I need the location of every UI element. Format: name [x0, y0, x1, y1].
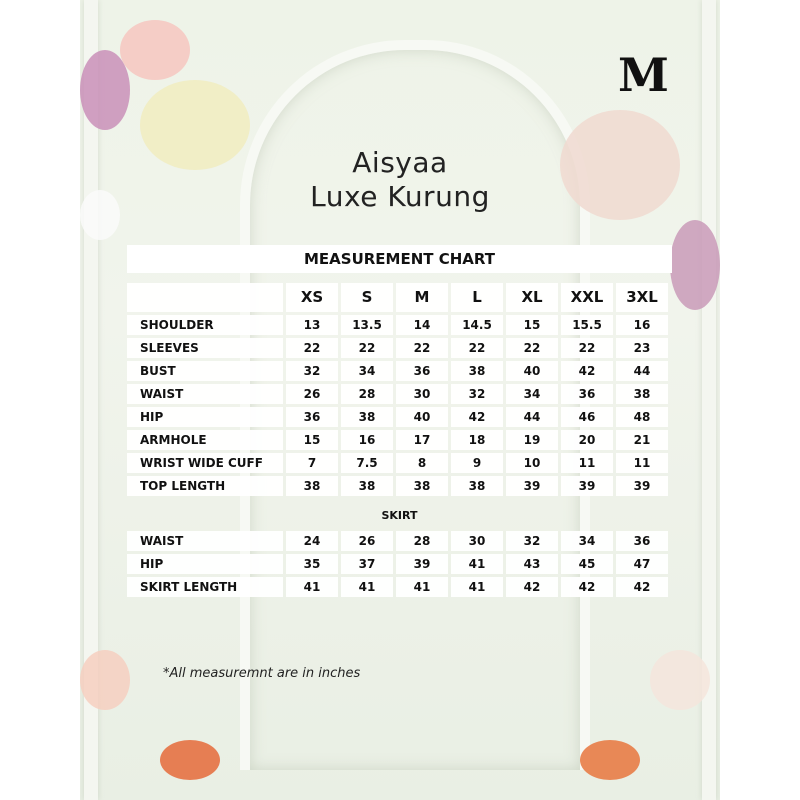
flower-decoration [80, 50, 130, 130]
product-title [280, 146, 520, 214]
flower-decoration [650, 650, 710, 710]
measurement-value: 38 [341, 476, 393, 496]
measurement-value: 22 [451, 338, 503, 358]
row-label: WRIST WIDE CUFF [127, 453, 283, 473]
measurement-value: 39 [506, 476, 558, 496]
chart-title: MEASUREMENT CHART [127, 245, 672, 273]
measurement-value: 43 [506, 554, 558, 574]
measurement-value: 42 [561, 361, 613, 381]
measurement-value: 34 [506, 384, 558, 404]
measurement-value: 42 [561, 577, 613, 597]
measurement-value: 22 [286, 338, 338, 358]
measurement-value: 36 [286, 407, 338, 427]
measurement-value: 40 [506, 361, 558, 381]
measurement-value: 41 [451, 577, 503, 597]
product-poster [80, 0, 720, 800]
measurement-value: 13.5 [341, 315, 393, 335]
measurement-value: 30 [396, 384, 448, 404]
flower-decoration [580, 740, 640, 780]
flower-decoration [140, 80, 250, 170]
size-header-m: M [396, 283, 448, 312]
measurement-value: 40 [396, 407, 448, 427]
title-line-2: Luxe Kurung [310, 180, 490, 213]
measurement-value: 10 [506, 453, 558, 473]
measurement-value: 26 [286, 384, 338, 404]
measurement-value: 28 [396, 531, 448, 551]
measurement-value: 14.5 [451, 315, 503, 335]
measurement-value: 37 [341, 554, 393, 574]
measurement-value: 38 [616, 384, 668, 404]
measurement-value: 41 [451, 554, 503, 574]
measurement-value: 41 [341, 577, 393, 597]
measurement-value: 38 [451, 476, 503, 496]
skirt-measurement-table [127, 531, 668, 597]
unit-note: *All measuremnt are in inches [163, 666, 361, 681]
measurement-value: 39 [561, 476, 613, 496]
measurement-value: 20 [561, 430, 613, 450]
measurement-value: 38 [396, 476, 448, 496]
flower-decoration [120, 20, 190, 80]
measurement-value: 44 [616, 361, 668, 381]
measurement-value: 14 [396, 315, 448, 335]
measurement-value: 8 [396, 453, 448, 473]
size-header-xs: XS [286, 283, 338, 312]
measurement-value: 36 [561, 384, 613, 404]
row-label: TOP LENGTH [127, 476, 283, 496]
measurement-value: 7.5 [341, 453, 393, 473]
skirt-section-title: SKIRT [381, 509, 418, 522]
measurement-value: 32 [506, 531, 558, 551]
measurement-value: 36 [616, 531, 668, 551]
measurement-value: 18 [451, 430, 503, 450]
row-label: WAIST [127, 531, 283, 551]
row-label: WAIST [127, 384, 283, 404]
flower-decoration [560, 110, 680, 220]
measurement-value: 41 [286, 577, 338, 597]
size-header-xl: XL [506, 283, 558, 312]
measurement-value: 32 [286, 361, 338, 381]
row-label: BUST [127, 361, 283, 381]
measurement-value: 48 [616, 407, 668, 427]
row-label: HIP [127, 407, 283, 427]
measurement-value: 22 [561, 338, 613, 358]
measurement-value: 21 [616, 430, 668, 450]
measurement-value: 36 [396, 361, 448, 381]
top-measurement-table [127, 283, 668, 496]
measurement-value: 42 [451, 407, 503, 427]
measurement-value: 32 [451, 384, 503, 404]
measurement-value: 22 [506, 338, 558, 358]
brand-logo: M [618, 48, 669, 102]
flower-decoration [80, 190, 120, 240]
measurement-value: 30 [451, 531, 503, 551]
measurement-value: 38 [341, 407, 393, 427]
size-header-l: L [451, 283, 503, 312]
measurement-value: 7 [286, 453, 338, 473]
measurement-value: 16 [616, 315, 668, 335]
measurement-value: 9 [451, 453, 503, 473]
measurement-value: 22 [341, 338, 393, 358]
row-label: ARMHOLE [127, 430, 283, 450]
row-label: SHOULDER [127, 315, 283, 335]
measurement-value: 15 [506, 315, 558, 335]
row-label: SKIRT LENGTH [127, 577, 283, 597]
measurement-value: 34 [341, 361, 393, 381]
measurement-value: 23 [616, 338, 668, 358]
measurement-value: 24 [286, 531, 338, 551]
size-header-3xl: 3XL [616, 283, 668, 312]
header-corner-cell [127, 283, 283, 312]
measurement-value: 41 [396, 577, 448, 597]
measurement-value: 42 [616, 577, 668, 597]
measurement-value: 15.5 [561, 315, 613, 335]
row-label: SLEEVES [127, 338, 283, 358]
measurement-value: 35 [286, 554, 338, 574]
measurement-value: 28 [341, 384, 393, 404]
size-header-s: S [341, 283, 393, 312]
measurement-value: 46 [561, 407, 613, 427]
measurement-value: 13 [286, 315, 338, 335]
size-header-xxl: XXL [561, 283, 613, 312]
measurement-value: 38 [451, 361, 503, 381]
measurement-value: 16 [341, 430, 393, 450]
measurement-value: 39 [616, 476, 668, 496]
row-label: HIP [127, 554, 283, 574]
measurement-value: 42 [506, 577, 558, 597]
flower-decoration [670, 220, 720, 310]
measurement-value: 39 [396, 554, 448, 574]
measurement-value: 19 [506, 430, 558, 450]
flower-decoration [160, 740, 220, 780]
measurement-value: 26 [341, 531, 393, 551]
measurement-value: 38 [286, 476, 338, 496]
measurement-value: 15 [286, 430, 338, 450]
measurement-value: 45 [561, 554, 613, 574]
measurement-value: 44 [506, 407, 558, 427]
measurement-value: 11 [561, 453, 613, 473]
measurement-value: 22 [396, 338, 448, 358]
measurement-value: 47 [616, 554, 668, 574]
flower-decoration [80, 650, 130, 710]
measurement-value: 17 [396, 430, 448, 450]
title-line-1: Aisyaa [352, 146, 448, 179]
measurement-value: 11 [616, 453, 668, 473]
measurement-value: 34 [561, 531, 613, 551]
